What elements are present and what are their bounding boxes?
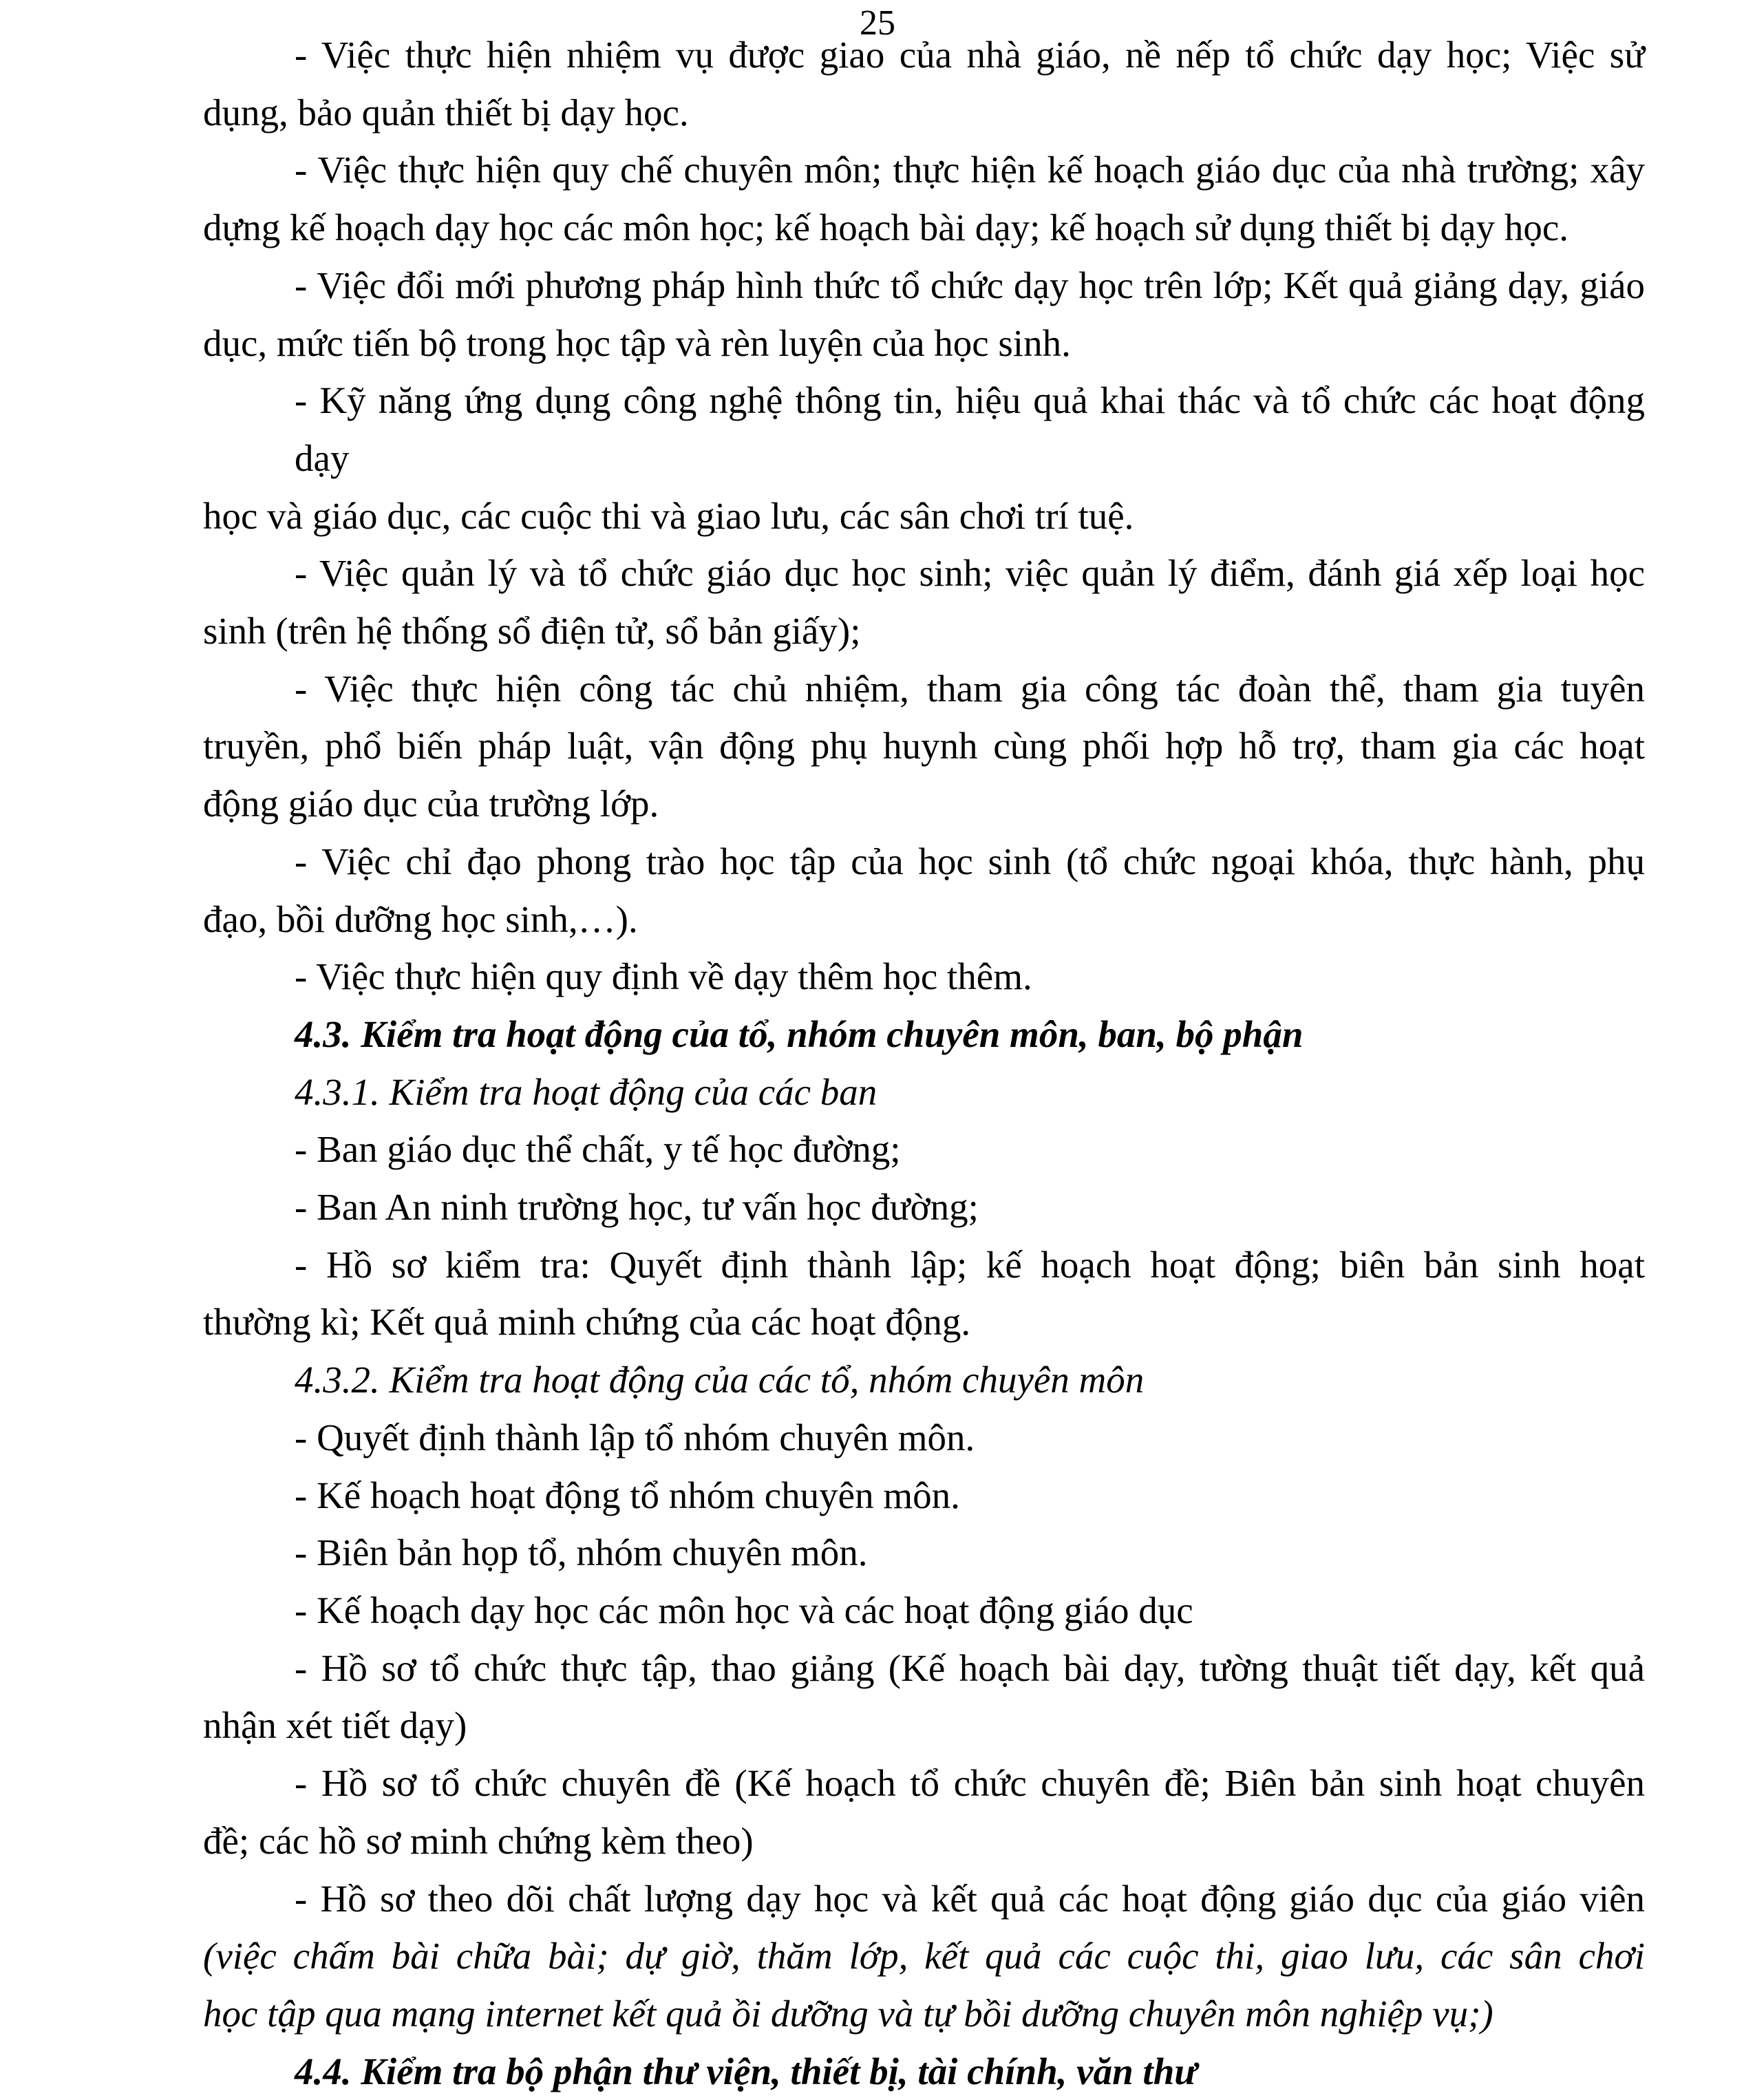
text-line: - Quyết định thành lập tổ nhóm chuyên môn.: [295, 1416, 975, 1459]
text-line: - Biên bản họp tổ, nhóm chuyên môn.: [295, 1531, 868, 1574]
text-line: - Kỹ năng ứng dụng công nghệ thông tin, hiệu quả khai thác và tổ chức các hoạt động dạy: [295, 379, 1645, 479]
text-line: - Hồ sơ tổ chức chuyên đề (Kế hoạch tổ chức chuyên đề; Biên bản sinh hoạt chuyên: [295, 1762, 1645, 1805]
document-body: [203, 26, 1645, 2100]
text-line: - Ban An ninh trường học, tư vấn học đường;: [295, 1186, 979, 1229]
text-line: - Việc chỉ đạo phong trào học tập của học sinh (tổ chức ngoại khóa, thực hành, phụ: [295, 840, 1645, 882]
text-line: đạo, bồi dưỡng học sinh,…).: [203, 898, 638, 940]
text-line: - Hồ sơ kiểm tra: Quyết định thành lập; kế hoạch hoạt động; biên bản sinh hoạt: [295, 1243, 1645, 1286]
text-line: - Hồ sơ tổ chức thực tập, thao giảng (Kế hoạch bài dạy, tường thuật tiết dạy, kết quả: [295, 1646, 1645, 1689]
text-line: - Hồ sơ theo dõi chất lượng dạy học và kết quả các hoạt động giáo dục của giáo viên: [295, 1877, 1645, 1920]
text-line: - Việc thực hiện công tác chủ nhiệm, tham gia công tác đoàn thể, tham gia tuyên: [295, 667, 1645, 710]
text-line: 4.3. Kiểm tra hoạt động của tổ, nhóm chuyên môn, ban, bộ phận: [295, 1012, 1304, 1055]
text-line: - Việc đổi mới phương pháp hình thức tổ chức dạy học trên lớp; Kết quả giảng dạy, giáo: [295, 264, 1645, 306]
text-line: dục, mức tiến bộ trong học tập và rèn luyện của học sinh.: [203, 321, 1071, 364]
text-line: thường kì; Kết quả minh chứng của các hoạt động.: [203, 1301, 971, 1344]
text-line: 4.3.2. Kiểm tra hoạt động của các tổ, nhóm chuyên môn: [295, 1359, 1145, 1401]
text-line: học và giáo dục, các cuộc thi và giao lưu, các sân chơi trí tuệ.: [203, 494, 1134, 537]
text-line: - Kế hoạch hoạt động tổ nhóm chuyên môn.: [295, 1474, 960, 1516]
text-line: dụng, bảo quản thiết bị dạy học.: [203, 91, 689, 134]
text-line: truyền, phổ biến pháp luật, vận động phụ huynh cùng phối hợp hỗ trợ, tham gia các hoạt: [203, 725, 1645, 767]
text-line: 4.4. Kiểm tra bộ phận thư viện, thiết bị, tài chính, văn thư: [295, 2050, 1198, 2092]
text-line: 4.3.1. Kiểm tra hoạt động của các ban: [295, 1070, 878, 1113]
text-line: - Ban giáo dục thể chất, y tế học đường;: [295, 1128, 901, 1171]
text-line: - Kế hoạch dạy học các môn học và các hoạt động giáo dục: [295, 1589, 1193, 1631]
text-line: động giáo dục của trường lớp.: [203, 783, 659, 825]
text-line: - Việc quản lý và tổ chức giáo dục học sinh; việc quản lý điểm, đánh giá xếp loại học: [295, 552, 1645, 595]
text-line: - Việc thực hiện nhiệm vụ được giao của nhà giáo, nề nếp tổ chức dạy học; Việc sử: [295, 34, 1645, 76]
text-line: đề; các hồ sơ minh chứng kèm theo): [203, 1819, 754, 1862]
page-number: 25: [860, 3, 895, 43]
text-line: sinh (trên hệ thống sổ điện tử, sổ bản giấy);: [203, 610, 861, 653]
text-line: - Việc thực hiện quy định về dạy thêm học thêm.: [295, 955, 1032, 998]
text-line: nhận xét tiết dạy): [203, 1704, 467, 1747]
text-line: - Việc thực hiện quy chế chuyên môn; thực hiện kế hoạch giáo dục của nhà trường; xây: [295, 149, 1645, 191]
text-line: học tập qua mạng internet kết quả ồi dưỡng và tự bồi dưỡng chuyên môn nghiệp vụ;): [203, 1992, 1493, 2035]
text-line: dựng kế hoạch dạy học các môn học; kế hoạch bài dạy; kế hoạch sử dụng thiết bị dạy học.: [203, 206, 1569, 249]
text-line: (việc chấm bài chữa bài; dự giờ, thăm lớp, kết quả các cuộc thi, giao lưu, các sân chơi: [203, 1935, 1645, 1977]
